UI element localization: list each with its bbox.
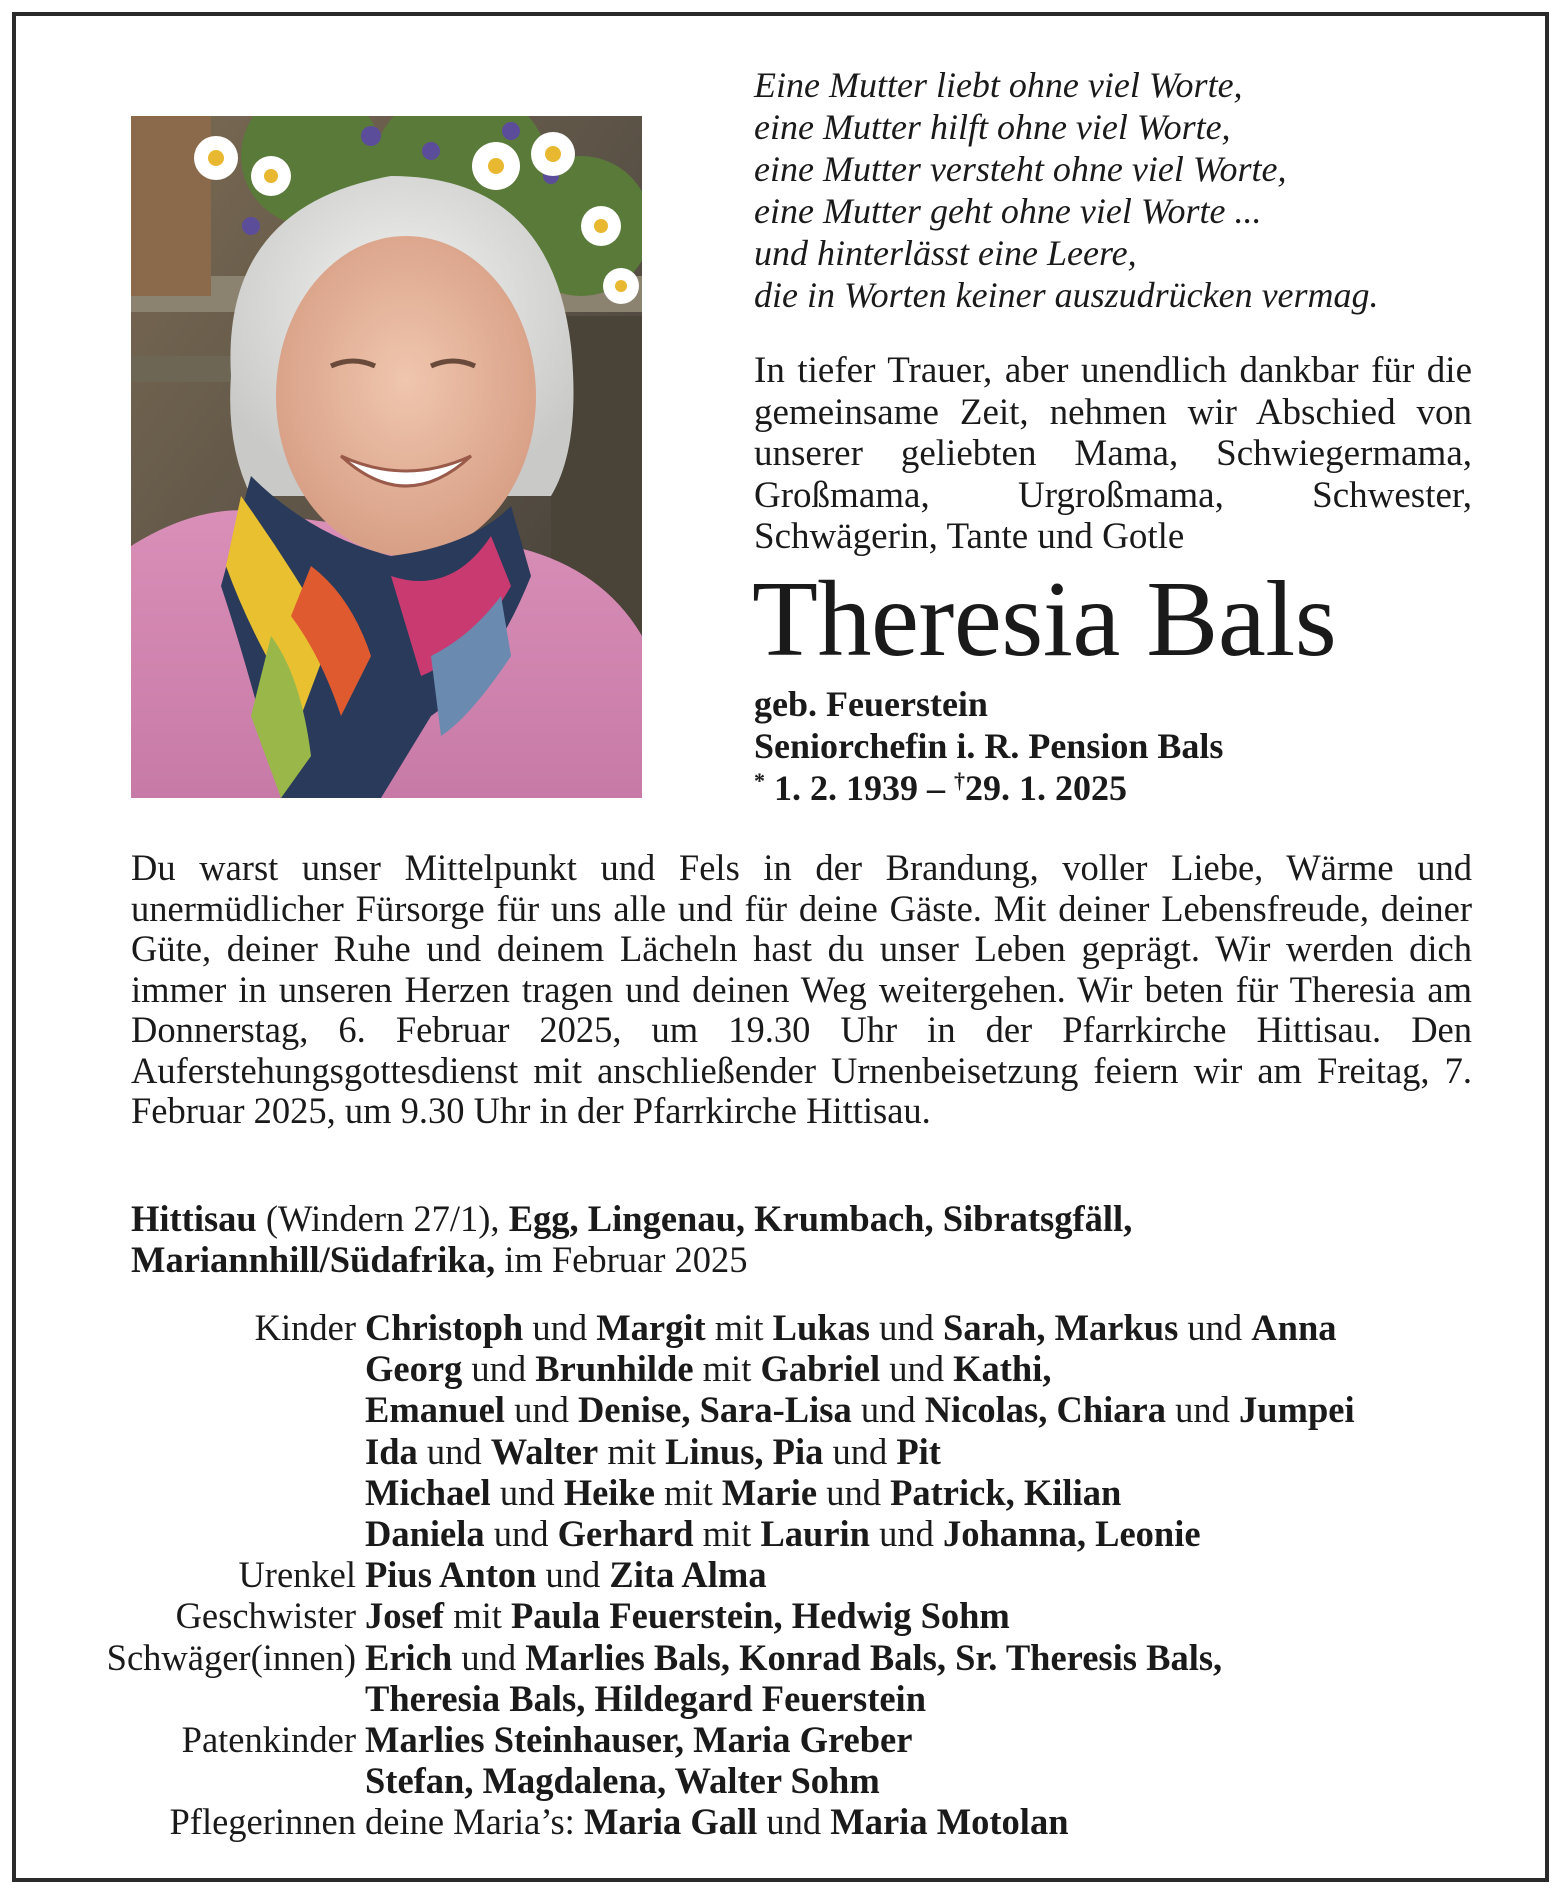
name-text: Georg [365,1348,463,1390]
name-text: Gabriel [760,1348,881,1390]
poem-line: eine Mutter versteht ohne viel Worte, [754,149,1287,189]
birth-date: 1. 2. 1939 – [765,768,954,808]
mourner-label [40,1513,365,1554]
connector-text: und [869,1513,943,1555]
name-text: Stefan, Magdalena, Walter Sohm [365,1760,880,1802]
name-text: Paula Feuerstein, Hedwig Sohm [511,1595,1010,1637]
mourner-row [40,1472,1540,1513]
mourner-row [40,1760,1540,1801]
mourner-label [40,1389,365,1430]
mourner-row [40,1389,1540,1430]
connector-text: mit [705,1307,773,1348]
mourner-names [365,1348,1051,1389]
name-text: Marie [721,1471,818,1513]
connector-text: und [870,1307,944,1348]
name-text: Zita Alma [609,1554,767,1596]
mourners-list [40,1307,1540,1843]
mourner-label [40,1760,365,1801]
mourner-label: Patenkinder [181,1719,356,1761]
tribute-text: Du warst unser Mittelpunkt und Fels in der Brandung, voller Liebe, Wärme und unermüdlicher Fürsorge für uns alle und für deine Gäste. Mit deiner Lebensfreude, deiner Güte, deiner Ruhe und deinem Lächeln hast du unser Leben geprägt. Wir werden dich immer in unseren Herzen tragen und deinen Weg weitergehen. Wir beten für Theresia am Donnerstag, 6. Februar 2025, um 19.30 Uhr in der Pfarrkirche Hittisau. Den Auferstehungsgottesdienst mit anschließender Urnenbeisetzung feiern wir am Freitag, 7. Februar 2025, um 9.30 Uhr in der Pfarrkirche Hittisau. [131,847,1472,1131]
connector-text: mit [654,1471,722,1513]
name-text: Ida [365,1430,418,1472]
mourner-label: Pflegerinnen [169,1801,356,1843]
name-text: Egg, Lingenau, Krumbach, Sibratsgfäll, [508,1198,1133,1239]
mourner-names [365,1760,880,1801]
name-text: Johanna, Leonie [942,1513,1201,1555]
mourner-names [365,1389,1355,1430]
mourner-names [365,1595,1010,1636]
name-text: Emanuel [365,1389,505,1431]
name-text: Sarah, Markus [943,1307,1179,1348]
name-text: Mariannhill/Südafrika, [131,1239,496,1280]
name-text: Marlies Steinhauser, Maria Greber [365,1719,913,1761]
poem [754,64,1534,316]
mourner-names [365,1513,1201,1554]
mourner-label [40,1348,365,1389]
name-text: Walter [490,1430,599,1472]
name-text: Christoph [365,1307,524,1348]
name-text: Brunhilde [535,1348,694,1390]
mourner-row [40,1637,1540,1678]
places-line-1 [131,1198,1472,1239]
connector-text: mit [598,1430,666,1472]
mourner-label [40,1678,365,1719]
mourner-label [40,1431,365,1472]
name-text: Denise, Sara-Lisa [577,1389,852,1431]
name-text: Michael [365,1471,491,1513]
mourner-names [365,1719,912,1760]
mourner-names [365,1801,1069,1842]
name-text: Lukas [772,1307,871,1348]
poem-line: eine Mutter hilft ohne viel Worte, [754,107,1231,147]
connector-text: und [484,1513,558,1555]
connector-text: und [1178,1307,1252,1348]
mourner-names [365,1554,767,1595]
connector-text: und [1166,1389,1239,1431]
connector-text: (Windern 27/1), [256,1198,509,1239]
connector-text: und [417,1430,491,1472]
mourner-row [40,1348,1540,1389]
connector-text: und [880,1348,954,1390]
mourner-label: Kinder [254,1307,356,1348]
name-text: Anna [1251,1307,1337,1348]
connector-text: und [504,1389,578,1431]
places-line-2 [131,1239,1472,1280]
mourner-names [365,1472,1121,1513]
mourner-row [40,1431,1540,1472]
mourner-label: Schwäger(innen) [106,1636,356,1678]
connector-text: und [817,1471,891,1513]
name-text: Kathi, [953,1348,1052,1390]
poem-line: und hinterlässt eine Leere, [754,233,1137,273]
mourner-label: Urenkel [238,1554,356,1596]
birth-name: geb. Feuerstein [754,684,988,724]
name-text: Maria Gall [583,1801,758,1843]
name-text: Laurin [760,1513,870,1555]
mourner-names [365,1307,1337,1348]
name-text: Maria Motolan [830,1801,1069,1843]
connector-text: und [536,1554,610,1596]
poem-line: eine Mutter geht ohne viel Worte ... [754,191,1262,231]
connector-text: und [757,1801,831,1843]
mourner-row [40,1678,1540,1719]
mourner-row [40,1307,1540,1348]
birth-symbol: * [754,768,765,793]
mourner-label: Geschwister [175,1595,356,1637]
life-dates [754,767,1223,809]
name-text: Erich [365,1636,453,1678]
deceased-details [754,683,1223,809]
name-text: Gerhard [557,1513,694,1555]
name-text: Nicolas, Chiara [924,1389,1166,1431]
mourner-label [40,1472,365,1513]
portrait-photo [131,116,642,798]
name-text: Linus, Pia [665,1430,824,1472]
name-text: Hittisau [131,1198,257,1239]
intro-text: In tiefer Trauer, aber unendlich dankbar für die gemeinsame Zeit, nehmen wir Abschied von unserer geliebten Mama, Schwiegermama, Großmama, Urgroßmama, Schwester, Schwägerin, Tante und Gotle [754,350,1472,557]
death-symbol: † [954,768,965,793]
places-line [131,1198,1472,1280]
name-text: Pius Anton [365,1554,537,1596]
name-text: Daniela [365,1513,485,1555]
connector-text: mit [693,1348,761,1390]
connector-text: und [452,1636,526,1678]
connector-text: deine Maria’s: [365,1801,584,1843]
connector-text: im Februar 2025 [495,1239,748,1280]
mourner-row [40,1801,1540,1842]
connector-text: mit [693,1513,761,1555]
mourner-names [365,1637,1222,1678]
mourner-names [365,1431,941,1472]
connector-text: mit [444,1595,511,1637]
name-text: Theresia Bals, Hildegard Feuerstein [365,1677,926,1719]
mourner-row [40,1719,1540,1760]
death-date: 29. 1. 2025 [965,768,1127,808]
name-text: Josef [365,1595,445,1637]
mourner-row [40,1513,1540,1554]
name-text: Jumpei [1239,1389,1355,1431]
connector-text: und [823,1430,897,1472]
connector-text: und [462,1348,536,1390]
name-text: Pit [896,1430,941,1472]
name-text: Marlies Bals, Konrad Bals, Sr. Theresis Bals, [525,1636,1223,1678]
name-text: Heike [563,1471,655,1513]
poem-line: die in Worten keiner auszudrücken vermag. [754,275,1379,315]
mourner-row [40,1595,1540,1636]
connector-text: und [851,1389,925,1431]
name-text: Margit [596,1307,706,1348]
deceased-role: Seniorchefin i. R. Pension Bals [754,726,1224,766]
connector-text: und [523,1307,597,1348]
mourner-row [40,1554,1540,1595]
poem-line: Eine Mutter liebt ohne viel Worte, [754,65,1243,105]
mourner-names [365,1678,926,1719]
connector-text: und [490,1471,564,1513]
name-text: Patrick, Kilian [890,1471,1122,1513]
deceased-name: Theresia Bals [752,560,1337,679]
